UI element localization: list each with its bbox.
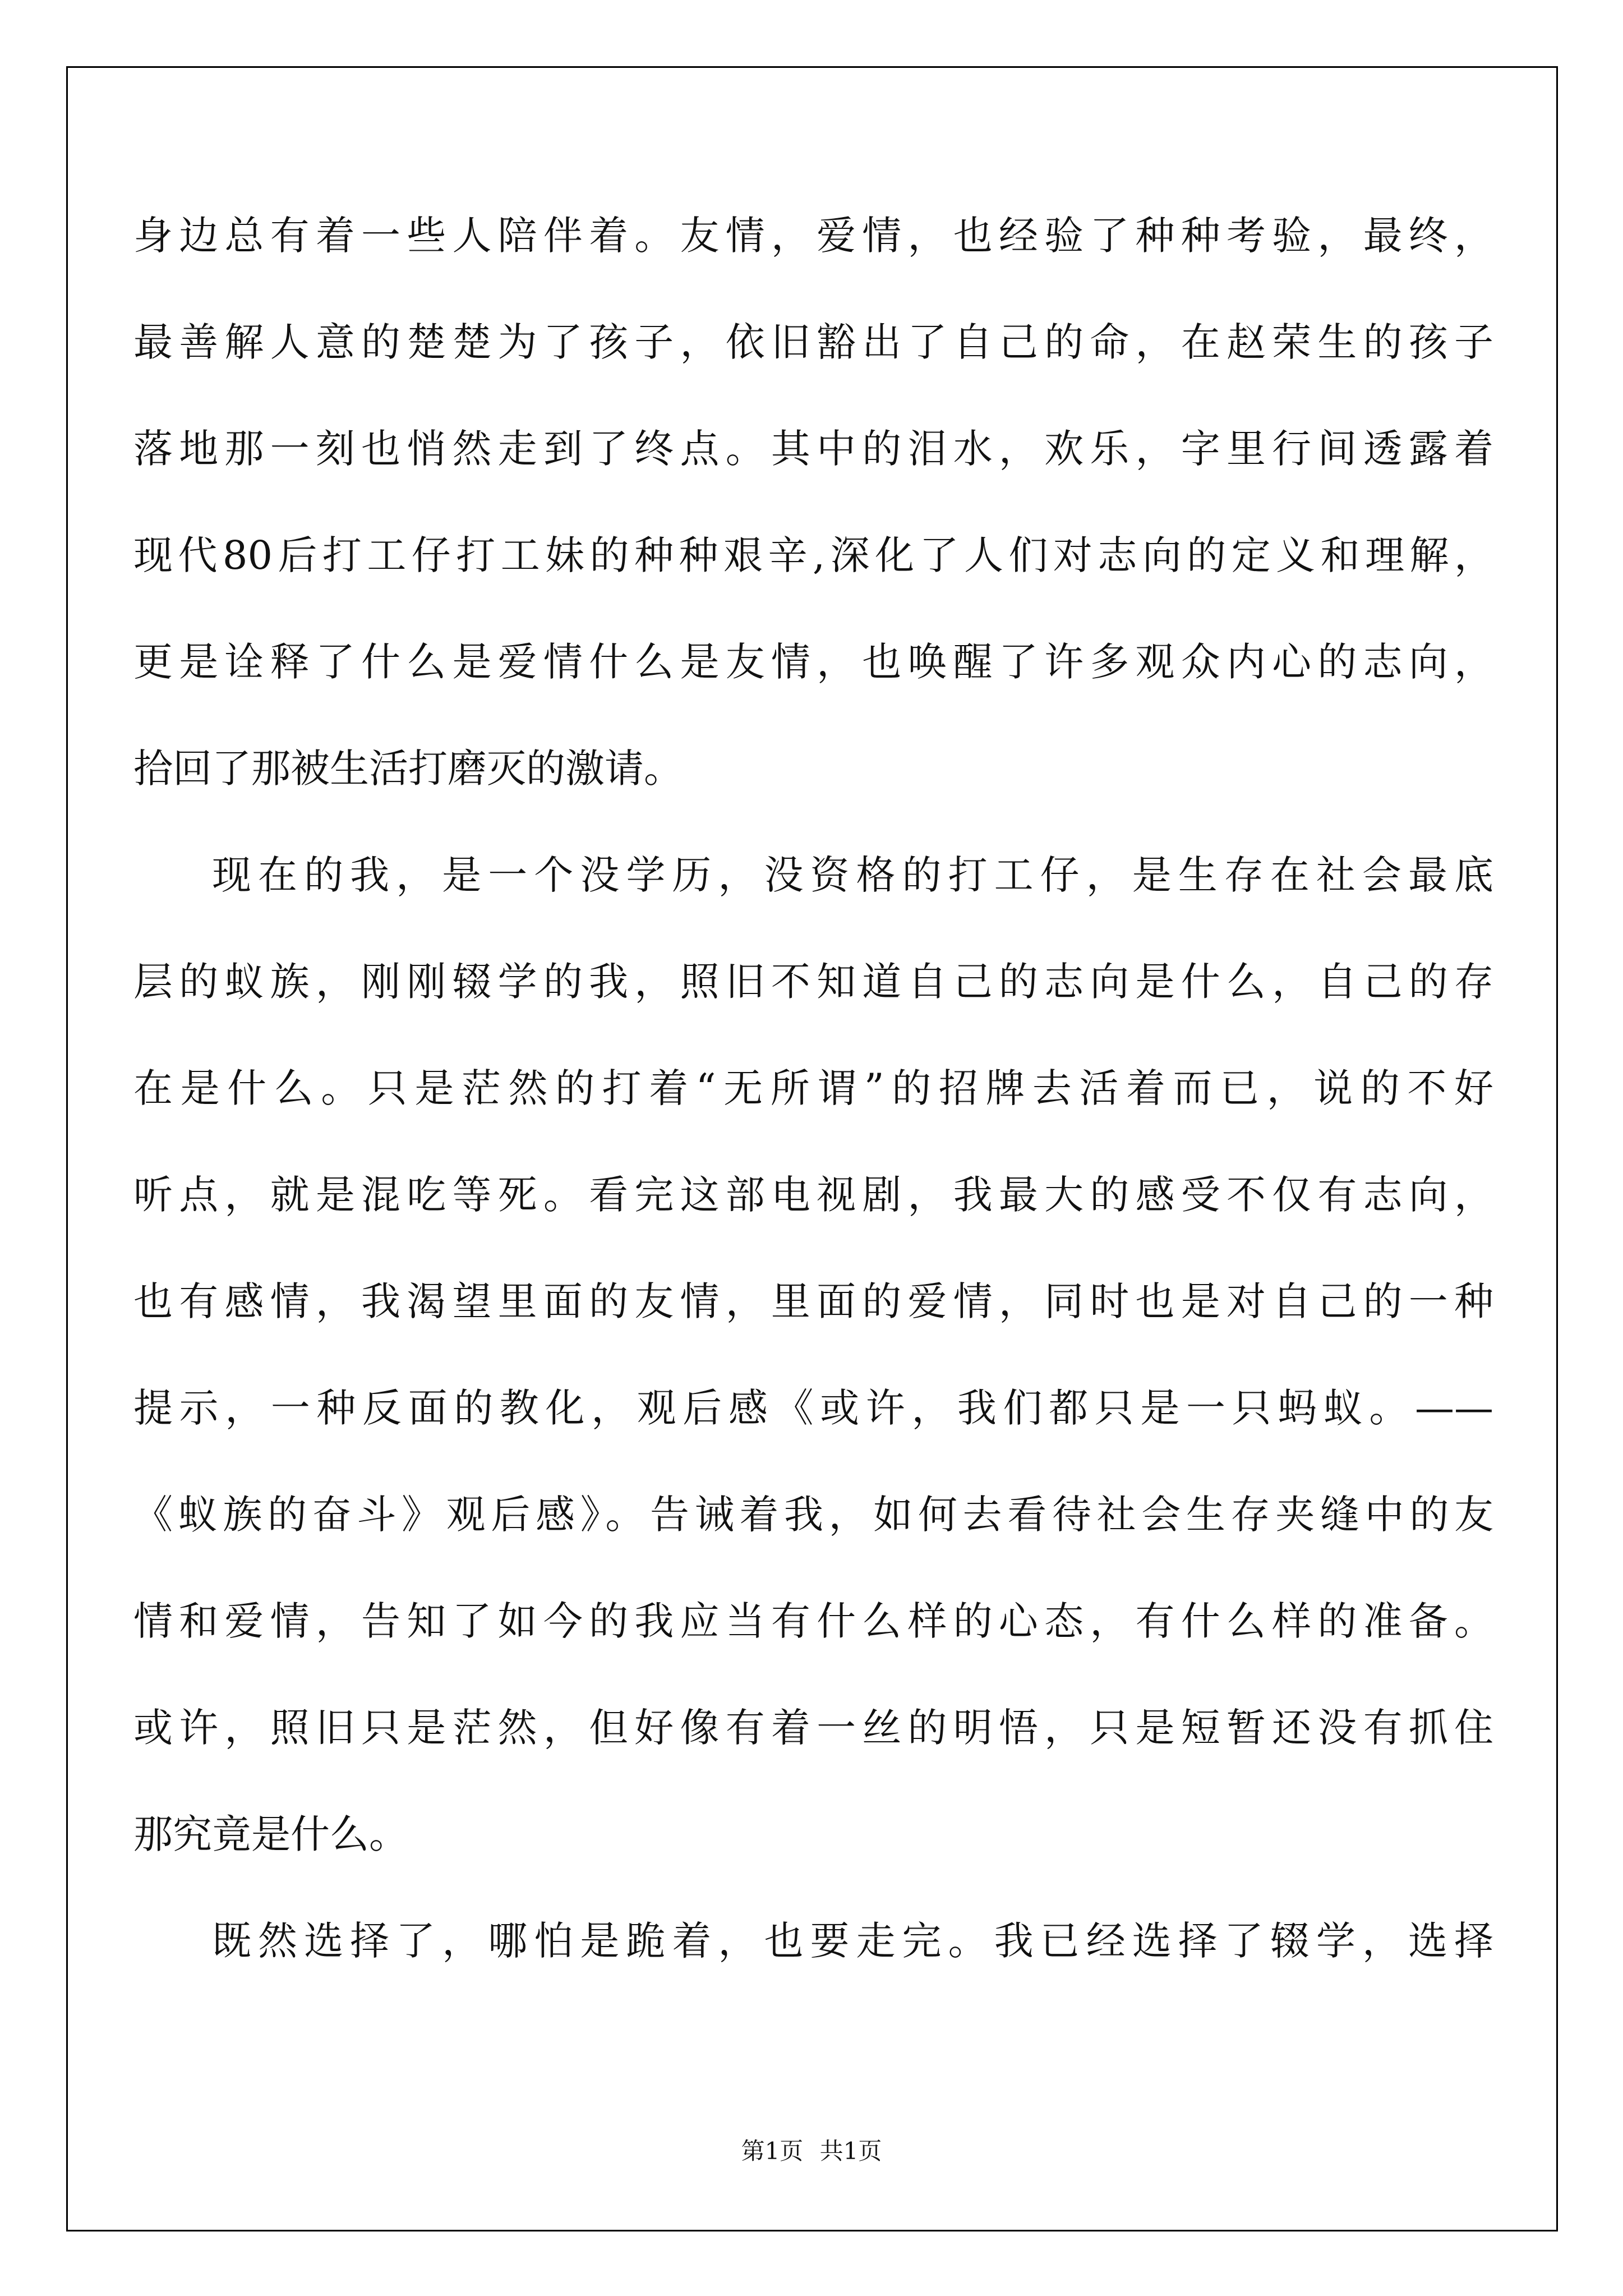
text-line: 层的蚁族，刚刚辍学的我，照旧不知道自己的志向是什么，自己的存	[133, 959, 1493, 1005]
text-line: 也有感情，我渴望里面的友情，里面的爱情，同时也是对自己的一种	[133, 1278, 1493, 1324]
text-line: 更是诠释了什么是爱情什么是友情，也唤醒了许多观众内心的志向，	[133, 639, 1493, 685]
page-footer	[0, 2134, 1623, 2168]
text-line: 情和爱情，告知了如今的我应当有什么样的心态，有什么样的准备。	[133, 1598, 1493, 1644]
text-line: 落地那一刻也悄然走到了终点。其中的泪水，欢乐，字里行间透露着	[133, 426, 1493, 472]
text-line: 拾回了那被生活打磨灭的激请。	[133, 746, 683, 792]
text-line: 现代80后打工仔打工妹的种种艰辛,深化了人们对志向的定义和理解，	[133, 532, 1493, 578]
page-border	[66, 66, 1558, 2231]
text-line: 或许，照旧只是茫然，但好像有着一丝的明悟，只是短暂还没有抓住	[133, 1705, 1493, 1751]
text-line: 身边总有着一些人陪伴着。友情，爱情，也经验了种种考验，最终，	[133, 213, 1493, 259]
page-number: 第1页	[741, 2137, 804, 2165]
paragraph-first-line: 既然选择了，哪怕是跪着，也要走完。我已经选择了辍学，选择	[212, 1918, 1493, 1964]
page-total: 共1页	[819, 2137, 882, 2165]
text-line: 那究竟是什么。	[133, 1811, 408, 1857]
paragraph-first-line: 现在的我，是一个没学历，没资格的打工仔，是生存在社会最底	[212, 852, 1493, 898]
text-line: 提示，一种反面的教化，观后感《或许，我们都只是一只蚂蚁。——	[133, 1385, 1493, 1431]
text-line: 听点，就是混吃等死。看完这部电视剧，我最大的感受不仅有志向，	[133, 1172, 1493, 1218]
text-line: 最善解人意的楚楚为了孩子，依旧豁出了自己的命，在赵荣生的孩子	[133, 319, 1493, 365]
text-line: 在是什么。只是茫然的打着“无所谓”的招牌去活着而已，说的不好	[133, 1065, 1493, 1111]
text-line: 《蚁族的奋斗》观后感》。告诫着我，如何去看待社会生存夹缝中的友	[133, 1492, 1493, 1538]
